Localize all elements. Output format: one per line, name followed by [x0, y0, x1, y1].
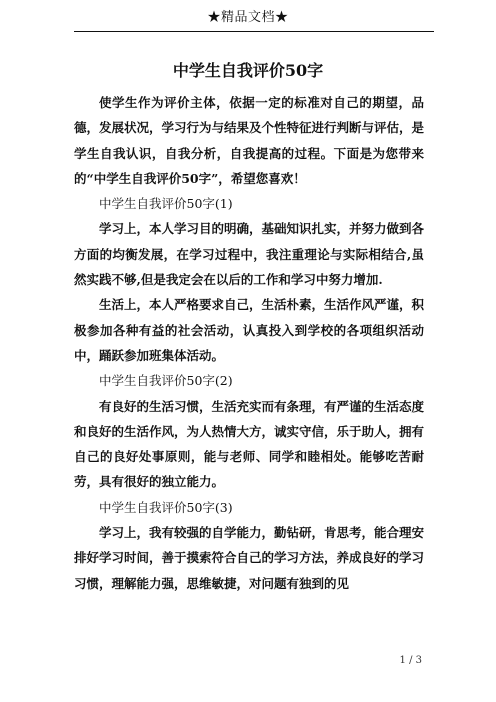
section-heading-3: 中学生自我评价50字(3) [99, 499, 233, 515]
header-divider [74, 31, 434, 32]
document-body [74, 90, 424, 596]
section-1-paragraph-study: 学习上，本人学习目的明确，基础知识扎实，并努力做到各方面的均衡发展，在学习过程中，我注重理论与实际相结合,虽然实践不够,但是我定会在以后的工作和学习中努力增加. [74, 221, 425, 288]
section-heading-2: 中学生自我评价50字(2) [99, 373, 233, 389]
page-header: ★精品文档★ [207, 10, 289, 25]
section-1-paragraph-life: 生活上，本人严格要求自己，生活朴素，生活作风严谨，积极参加各种有益的社会活动，认真投入到学校的各项组织活动中，踊跃参加班集体活动。 [74, 297, 425, 363]
page-number: 1 / 3 [399, 655, 422, 666]
document-title: 中学生自我评价50字 [172, 61, 324, 80]
intro-paragraph: 使学生作为评价主体，依据一定的标准对自己的期望，品德，发展状况，学习行为与结果及个性特征进行判断与评估，是学生自我认识，自我分析，自我提高的过程。下面是为您带来的“中学生自我评价50字”，希望您喜欢！ [74, 95, 425, 186]
section-heading-1: 中学生自我评价50字(1) [99, 196, 233, 212]
section-3-paragraph: 学习上，我有较强的自学能力，勤钻研，肯思考，能合理安排好学习时间，善于摸索符合自己的学习方法，养成良好的学习习惯，理解能力强，思维敏捷，对问题有独到的见 [74, 525, 425, 591]
section-2-paragraph: 有良好的生活习惯，生活充实而有条理，有严谨的生活态度和良好的生活作风，为人热情大方，诚实守信，乐于助人，拥有自己的良好处事原则，能与老师、同学和睦相处。能够吃苦耐劳，具有很好的独立能力。 [74, 398, 425, 490]
